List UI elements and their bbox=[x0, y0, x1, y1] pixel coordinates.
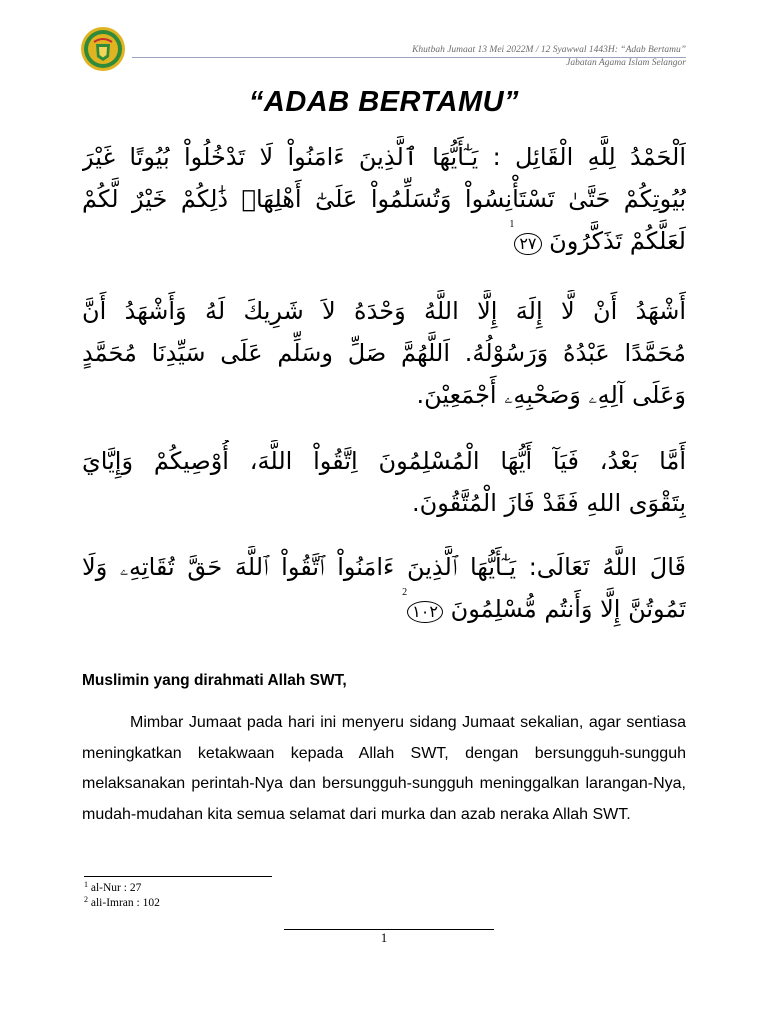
arabic-line: وَعَلَى آلِهِۦ وَصَحْبِهِۦ أَجْمَعِيْنَ. bbox=[416, 381, 686, 409]
arabic-line: بُيُوتِكُمْ حَتَّىٰ تَسْتَأْنِسُواْ وَتُسَلِّمُواْ عَلَىٰٓ أَهْلِهَاۚ ذَٰلِكُمْ خَيْرٌ لَّكُمْ bbox=[82, 185, 686, 213]
arabic-line-with-ayah bbox=[82, 588, 686, 630]
footnote-text: ali-Imran : 102 bbox=[90, 897, 160, 909]
footnote-text: al-Nur : 27 bbox=[90, 882, 142, 894]
arabic-block-quran-verse bbox=[82, 546, 686, 630]
greeting-heading: Muslimin yang dirahmati Allah SWT, bbox=[82, 672, 347, 689]
body-paragraph: Mimbar Jumaat pada hari ini menyeru sidang Jumaat sekalian, agar sentiasa meningkatkan ketakwaan kepada Allah SWT, dengan bersungguh-sungguh melaksanakan perintah-Nya dan bersungguh-sungguh meninggalkan larangan-Nya, mudah-mudahan kita semua selamat dari murka dan azab neraka Allah SWT. bbox=[82, 714, 686, 823]
page-title: “ADAB BERTAMU” bbox=[248, 86, 520, 118]
arabic-block-taqwa bbox=[82, 440, 686, 524]
arabic-line: قَالَ اللَّهُ تَعَالَى: يَـٰٓأَيُّهَا ٱلَّذِينَ ءَامَنُواْ ٱتَّقُواْ ٱللَّهَ حَقَّ تُقَاتِهِۦ وَلَا bbox=[82, 553, 686, 581]
arabic-block-shahada bbox=[82, 290, 686, 416]
footnotes bbox=[84, 881, 160, 911]
footnote-reference[interactable]: 1 bbox=[509, 219, 515, 230]
arabic-line: لَعَلَّكُمْ تَذَكَّرُونَ bbox=[549, 227, 686, 255]
footnote-divider bbox=[84, 876, 272, 877]
arabic-line: مُحَمَّدًا عَبْدُهُ وَرَسُوْلُهُ. اَللَّهُمَّ صَلِّ وسَلِّم عَلَى سَيِّدِنَا مُحَمَّدٍ bbox=[82, 339, 686, 367]
arabic-line: بِتَقْوَى اللهِ فَقَدْ فَازَ الْمُتَّقُونَ. bbox=[411, 489, 686, 517]
ayah-number-marker: ١٠٢ bbox=[407, 601, 443, 623]
footnote-item bbox=[84, 896, 160, 911]
footnote-item bbox=[84, 881, 160, 896]
arabic-line: تَمُوتُنَّ إِلَّا وَأَنتُم مُّسْلِمُونَ bbox=[450, 595, 686, 623]
arabic-line: أَشْهَدُ أَنْ لَّا إِلَهَ إِلَّا اللَّهُ وَحْدَهُ لاَ شَرِيكَ لَهُ وَأَشْهَدُ أَنَّ bbox=[82, 297, 686, 325]
arabic-line: أَمَّا بَعْدُ، فَيَآ أَيُّهَا الْمُسْلِمُونَ اِتَّقُواْ اللَّهَ، أُوْصِيكُمْ وَإِيَّايَ bbox=[82, 447, 686, 475]
header-line-2: Jabatan Agama Islam Selangor bbox=[566, 58, 686, 68]
arabic-line: اَلْحَمْدُ لِلَّهِ الْقَائِل : يَـٰٓأَيُّهَا ٱلَّذِينَ ءَامَنُواْ لَا تَدْخُلُواْ بُيُوتًا غَيْرَ bbox=[82, 143, 686, 171]
footnote-number: 1 bbox=[84, 880, 88, 889]
arabic-block-opening bbox=[82, 136, 686, 262]
arabic-line-with-ayah bbox=[82, 220, 686, 262]
jais-emblem-icon bbox=[80, 26, 126, 72]
footnote-number: 2 bbox=[84, 895, 88, 904]
ayah-number-marker: ٢٧ bbox=[514, 233, 541, 255]
page-number: 1 bbox=[380, 931, 388, 945]
header-line-1: Khutbah Jumaat 13 Mei 2022M / 12 Syawwal 1443H: “Adab Bertamu” bbox=[412, 45, 686, 55]
page-number-divider bbox=[284, 929, 494, 930]
header-divider bbox=[132, 57, 686, 58]
footnote-reference[interactable]: 2 bbox=[402, 587, 408, 598]
